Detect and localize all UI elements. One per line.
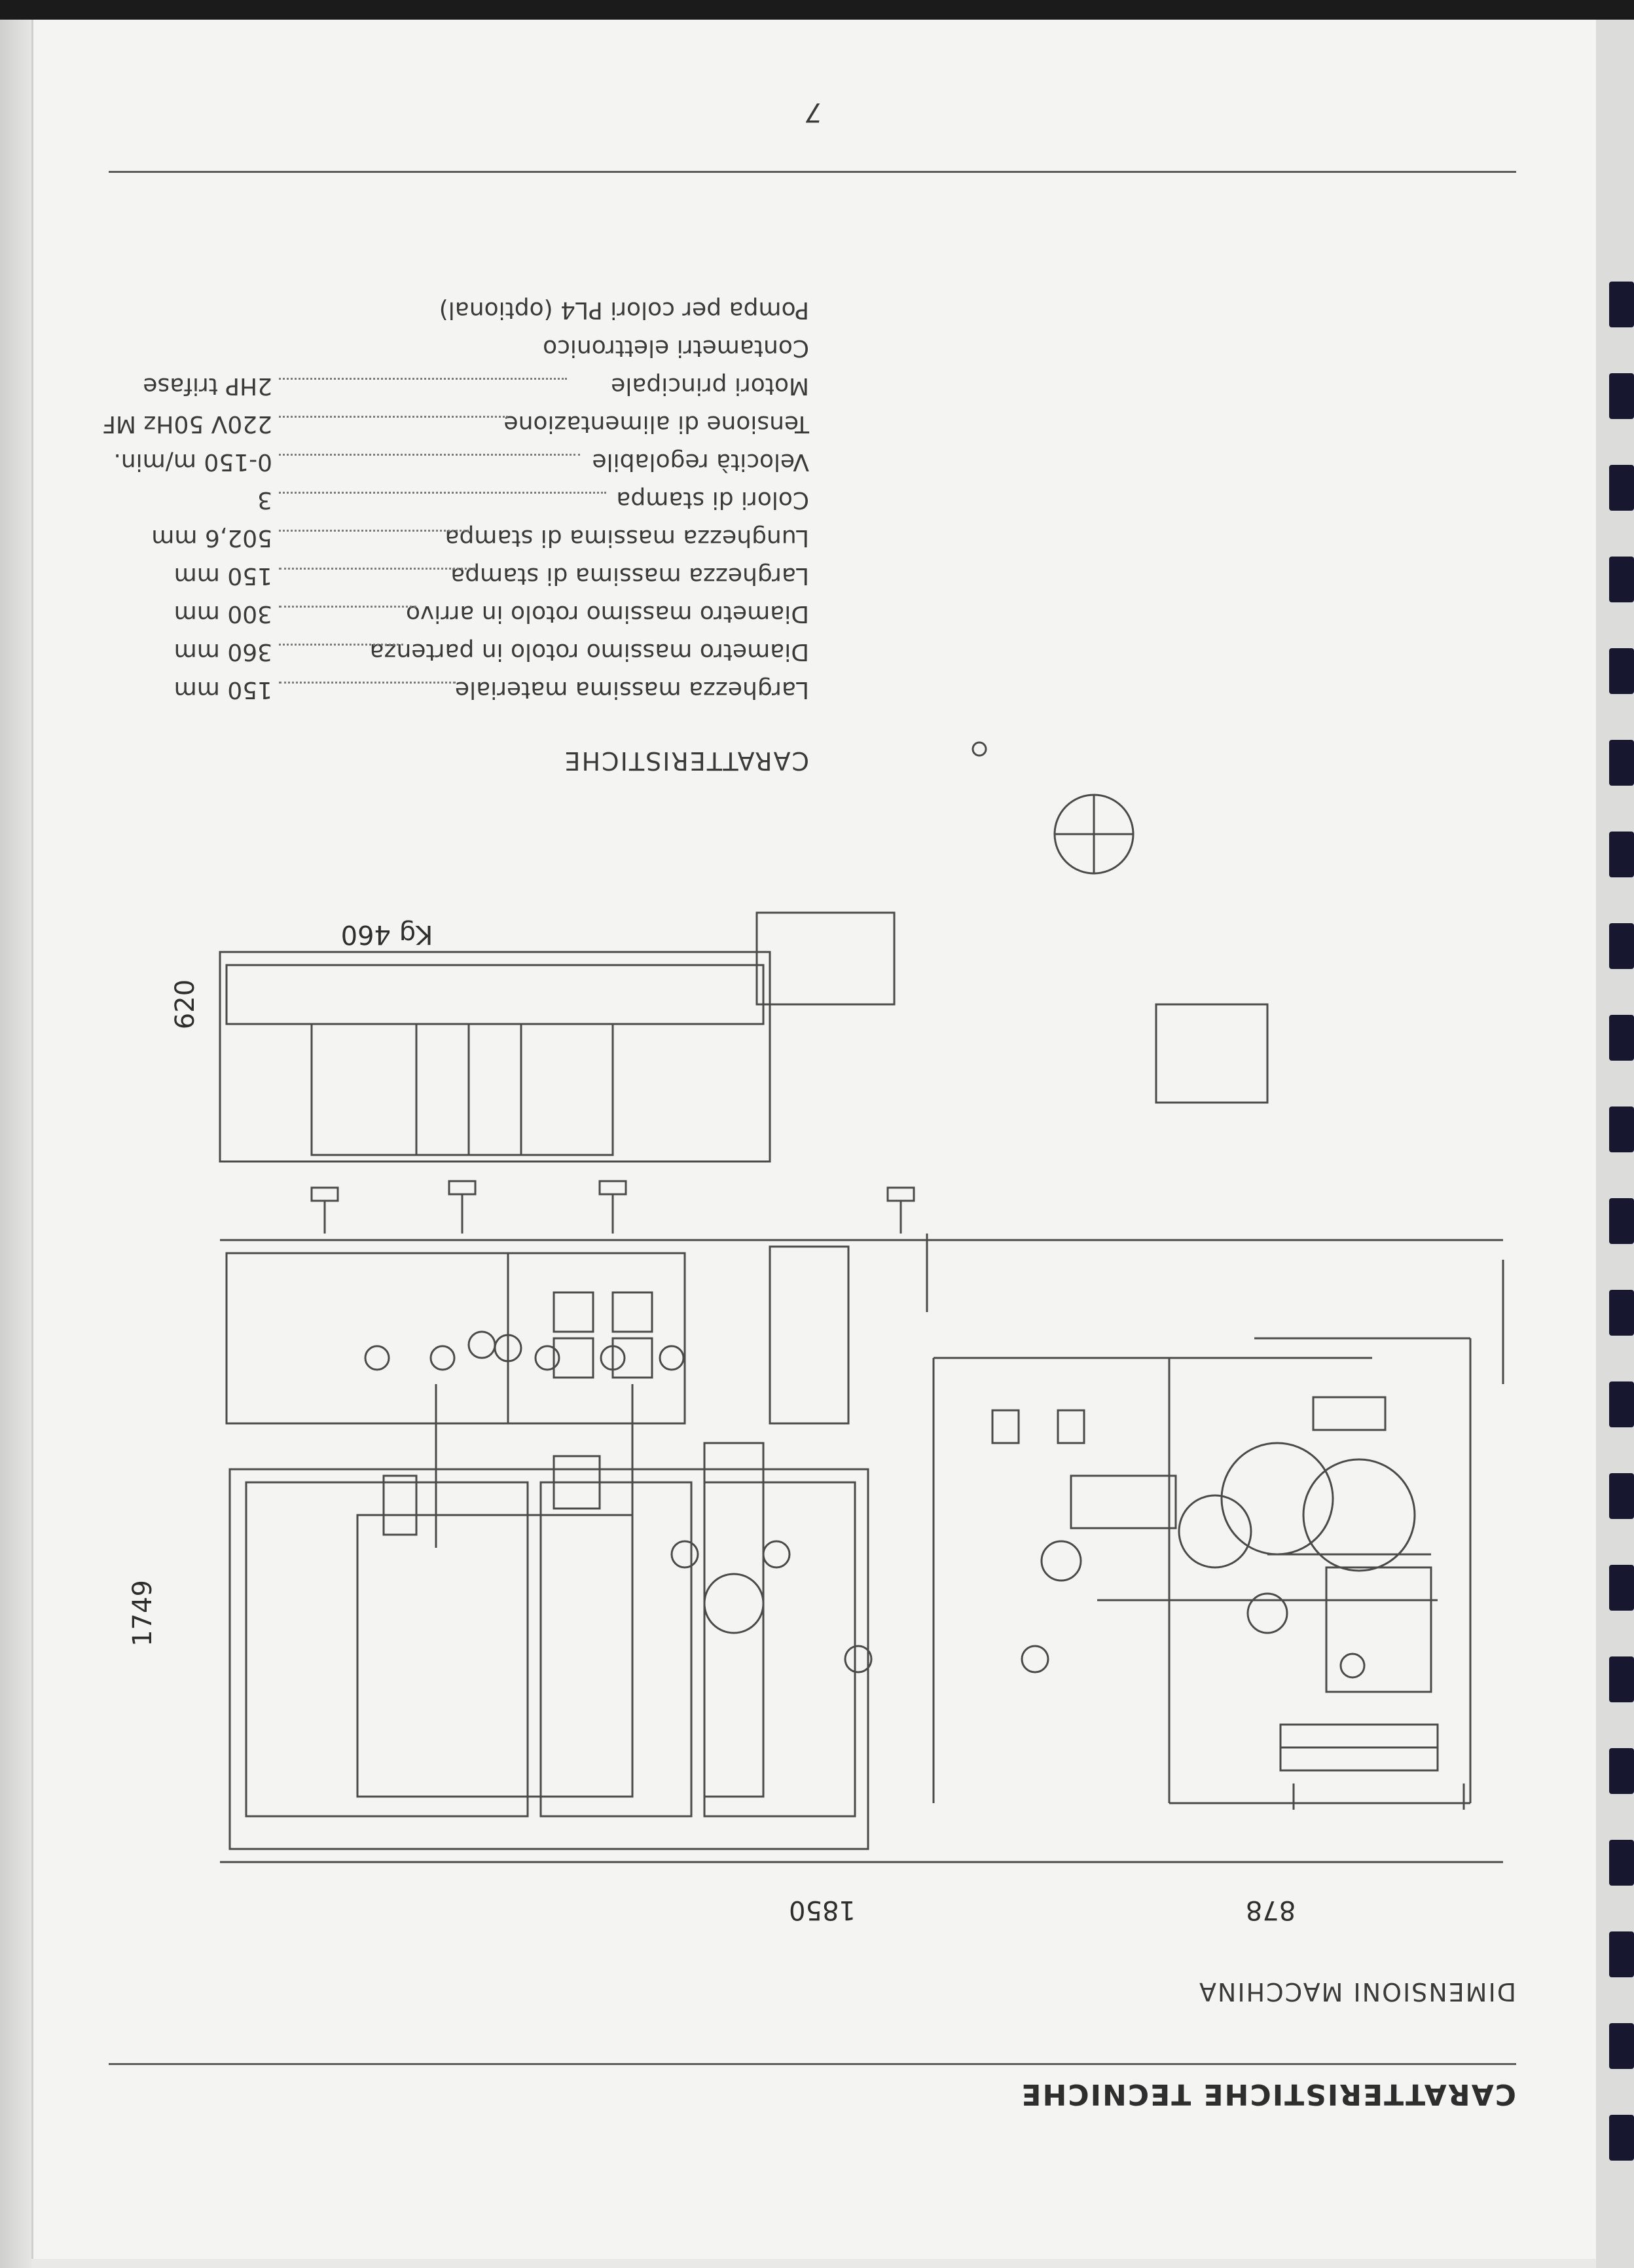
- spec-label: Motori principale: [611, 373, 809, 399]
- spec-row: [154, 627, 809, 665]
- spec-value: 502,6 mm: [151, 524, 272, 551]
- side-view-drawing: [357, 1004, 1470, 1803]
- top-view-drawing: [220, 742, 1133, 1161]
- spec-dots: [279, 530, 469, 532]
- spec-label: Tensione di alimentazione: [503, 411, 809, 437]
- spec-value: 2HP trifase: [143, 373, 272, 399]
- spec-label: Diametro massimo rotolo in arrivo: [405, 600, 809, 627]
- page-number: 7: [805, 97, 822, 127]
- spec-dots: [279, 492, 606, 494]
- section-title-features: CARATTERISTICHE: [563, 746, 809, 775]
- spec-dots: [279, 378, 567, 380]
- spec-row: [154, 589, 809, 627]
- spec-value: 150 mm: [173, 562, 272, 589]
- spec-dots: [279, 416, 508, 418]
- spec-value: 360 mm: [173, 638, 272, 665]
- spec-label: Pompa per colori PL4 (optional): [439, 297, 809, 323]
- dimension-lines: [927, 1234, 1503, 1810]
- spec-dots: [279, 454, 580, 456]
- spec-row: [154, 551, 809, 589]
- spec-dots: [279, 682, 456, 684]
- spec-value: 3: [257, 486, 272, 513]
- spec-label: Colori di stampa: [616, 486, 809, 513]
- page-header: CARATTERISTICHE TECNICHE: [1020, 2077, 1516, 2111]
- spec-row: [154, 665, 809, 703]
- section-title-dimensions: DIMENSIONI MACCHINA: [1197, 1977, 1516, 2006]
- spec-row: [143, 361, 809, 399]
- spec-row: [154, 323, 809, 361]
- spec-value: 150 mm: [173, 676, 272, 703]
- spec-dots: [279, 644, 403, 646]
- footer-rule: [109, 171, 1516, 173]
- dim-top-depth: 620: [170, 979, 200, 1030]
- dim-front-width: 1850: [789, 1895, 856, 1925]
- spec-value: 300 mm: [173, 600, 272, 627]
- spec-row: [102, 399, 809, 437]
- spec-label: Larghezza massima di stampa: [450, 562, 809, 589]
- spec-dots: [279, 568, 475, 570]
- machine-weight: Kg 460: [340, 919, 433, 949]
- dim-front-height: 1749: [128, 1580, 158, 1647]
- dim-side-depth: 878: [1245, 1895, 1296, 1925]
- front-view-drawing: [220, 1188, 1503, 1862]
- spec-label: Diametro massimo rotolo in partenza: [369, 638, 809, 665]
- spec-row: [151, 513, 809, 551]
- spec-value: 220V 50Hz MF: [102, 411, 272, 437]
- spec-label: Velocità regolabile: [592, 448, 809, 475]
- spec-value: 0-150 m/min.: [113, 448, 272, 475]
- spec-label: Contametri elettronico: [543, 335, 809, 361]
- spec-row: [154, 475, 809, 513]
- spec-label: Lunghezza massima di stampa: [445, 524, 809, 551]
- spec-row: [113, 437, 809, 475]
- spec-dots: [279, 606, 416, 608]
- spec-row: [154, 285, 809, 323]
- spec-label: Larghezza massima materiale: [454, 676, 809, 703]
